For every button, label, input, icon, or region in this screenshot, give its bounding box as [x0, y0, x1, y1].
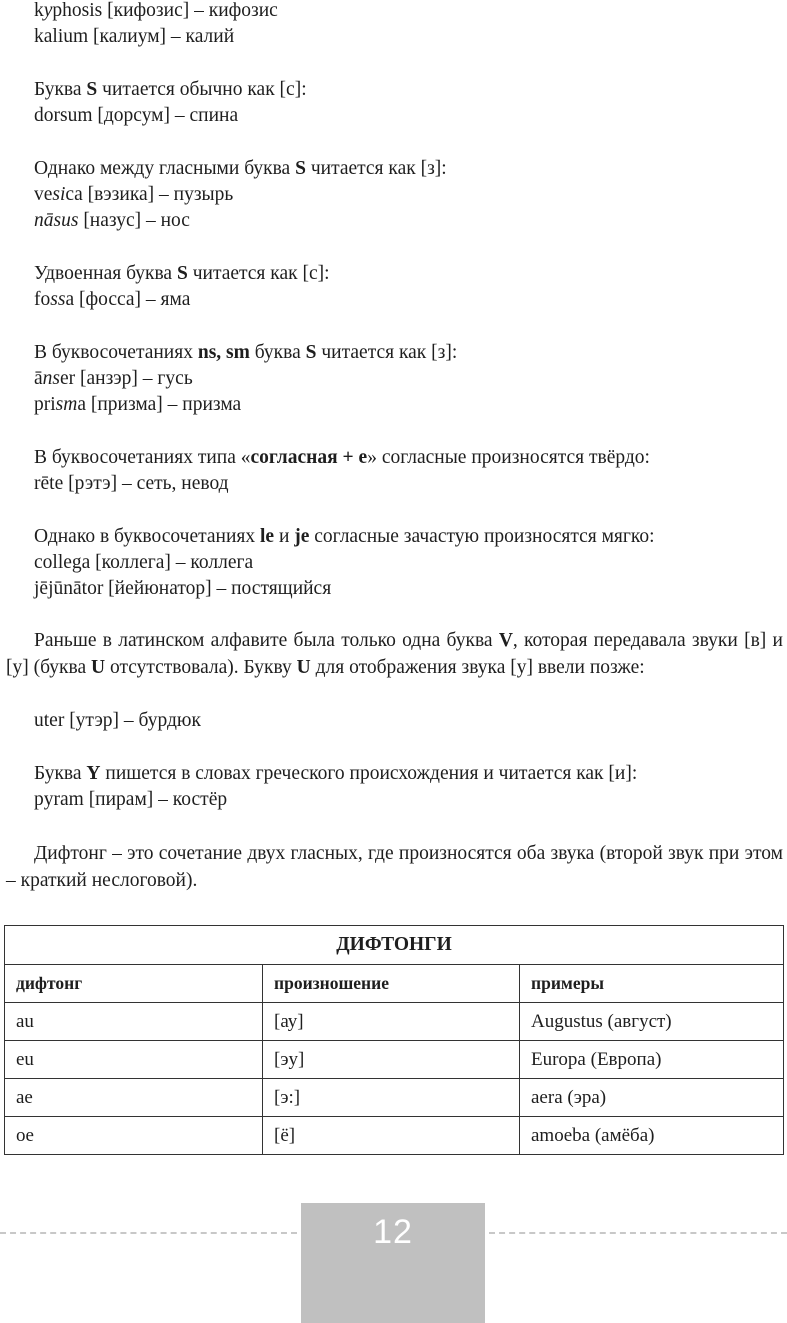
table-cell: aera (эра)	[520, 1079, 784, 1117]
column-header: произношение	[263, 965, 520, 1003]
table-cell: [ё]	[263, 1117, 520, 1155]
rule-letter-y: Буква Y пишется в словах греческого происхождения и читается как [и]:	[34, 763, 638, 784]
table-cell: oe	[5, 1117, 263, 1155]
rule-s-default: Буква S читается обычно как [с]:	[34, 79, 307, 100]
line-nasus: nāsus [назус] – нос	[34, 210, 190, 231]
table-cell: Augustus (август)	[520, 1003, 784, 1041]
diphthong-table	[4, 925, 784, 1155]
table-row	[5, 1003, 784, 1041]
table-cell: [эу]	[263, 1041, 520, 1079]
table-header-row	[5, 965, 784, 1003]
rule-double-s: Удвоенная буква S читается как [с]:	[34, 263, 330, 284]
footer-dashed-line-left	[0, 1232, 297, 1234]
footer-dashed-line-right	[489, 1232, 787, 1234]
column-header: дифтонг	[5, 965, 263, 1003]
table-cell: Europa (Европа)	[520, 1041, 784, 1079]
table-cell: au	[5, 1003, 263, 1041]
rule-ns-sm: В буквосочетаниях ns, sm буква S читается как [з]:	[34, 342, 458, 363]
paragraph-letter-v: Раньше в латинском алфавите была только одна буква V, которая передавала звуки [в] и [у] (буква U отсутствовала). Букву U для отображения звука [у] ввели позже:	[6, 630, 783, 678]
column-header: примеры	[520, 965, 784, 1003]
rule-consonant-e: В буквосочетаниях типа «согласная + е» согласные произносятся твёрдо:	[34, 447, 650, 468]
line-fossa: fossa [фосса] – яма	[34, 289, 191, 310]
line-uter: uter [утэр] – бурдюк	[34, 710, 201, 731]
line-dorsum: dorsum [дорсум] – спина	[34, 105, 239, 126]
line-prisma: prisma [призма] – призма	[34, 394, 242, 415]
page-number: 12	[373, 1213, 413, 1251]
line-kyphosis: kyphosis [кифозис] – кифозис	[34, 0, 278, 21]
table-title: ДИФТОНГИ	[5, 926, 784, 965]
paragraph-diphthong: Дифтонг – это сочетание двух гласных, где произносятся оба звука (второй звук при этом – краткий неслоговой).	[6, 843, 783, 891]
rule-s-between-vowels: Однако между гласными буква S читается как [з]:	[34, 158, 447, 179]
table-cell: amoeba (амёба)	[520, 1117, 784, 1155]
line-jejunator: jējūnātor [йейюнатор] – постящийся	[34, 578, 332, 599]
line-kalium: kalium [калиум] – калий	[34, 26, 235, 47]
table-cell: [э:]	[263, 1079, 520, 1117]
rule-le-je: Однако в буквосочетаниях le и je согласные зачастую произносятся мягко:	[34, 526, 655, 547]
line-rete: rēte [рэтэ] – сеть, невод	[34, 473, 229, 494]
line-vesica: vesica [вэзика] – пузырь	[34, 184, 234, 205]
line-anser: ānser [анзэр] – гусь	[34, 368, 193, 389]
table-cell: [ау]	[263, 1003, 520, 1041]
table-cell: ae	[5, 1079, 263, 1117]
table-cell: eu	[5, 1041, 263, 1079]
table-row	[5, 1079, 784, 1117]
line-pyram: pyram [пирам] – костёр	[34, 789, 228, 810]
table-row	[5, 1117, 784, 1155]
page-number-tab	[301, 1203, 485, 1323]
line-collega: collega [коллега] – коллега	[34, 552, 254, 573]
table-row	[5, 1041, 784, 1079]
